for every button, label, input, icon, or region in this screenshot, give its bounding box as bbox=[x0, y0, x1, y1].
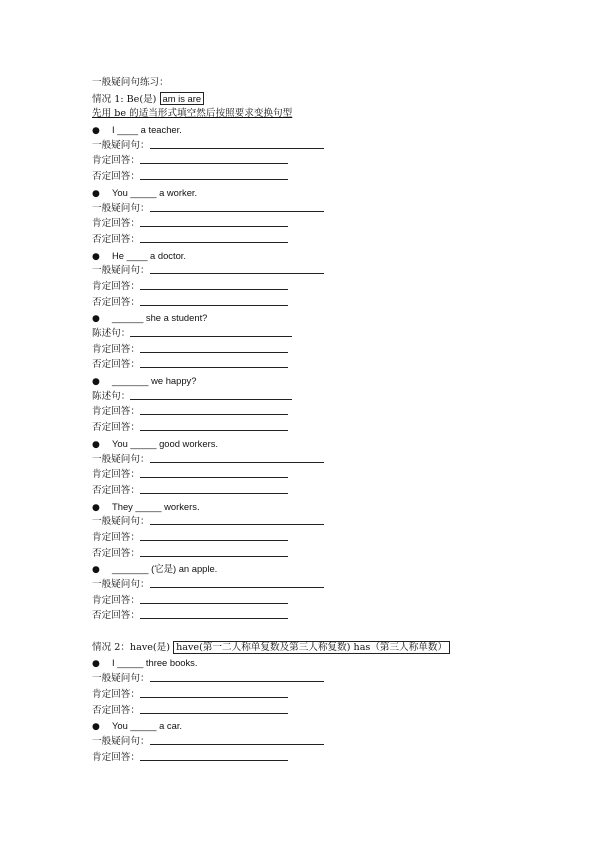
answer-row bbox=[92, 138, 552, 154]
answer-blank[interactable] bbox=[140, 704, 288, 714]
answer-blank[interactable] bbox=[140, 154, 288, 164]
answer-label: 否定回答： bbox=[92, 233, 140, 245]
answer-label: 否定回答： bbox=[92, 171, 140, 183]
exercise-sentence-text: I ____ a teacher. bbox=[112, 124, 182, 136]
answer-row bbox=[92, 483, 552, 499]
answer-row bbox=[92, 201, 552, 217]
answer-row bbox=[92, 342, 552, 358]
answer-blank[interactable] bbox=[140, 280, 288, 290]
answer-label: 否定回答： bbox=[92, 610, 140, 622]
exercise-sentence bbox=[92, 655, 552, 671]
answer-row bbox=[92, 687, 552, 703]
exercise-sentence bbox=[92, 373, 552, 389]
exercise-sentence bbox=[92, 185, 552, 201]
answer-row bbox=[92, 169, 552, 185]
answer-row bbox=[92, 750, 552, 766]
answer-blank[interactable] bbox=[150, 264, 324, 274]
answer-blank[interactable] bbox=[150, 735, 324, 745]
worksheet-content bbox=[92, 75, 552, 765]
answer-blank[interactable] bbox=[130, 327, 292, 337]
answer-label: 肯定回答： bbox=[92, 155, 140, 167]
answer-blank[interactable] bbox=[140, 421, 288, 431]
answer-blank[interactable] bbox=[140, 343, 288, 353]
answer-label: 一般疑问句： bbox=[92, 453, 150, 465]
answer-label: 肯定回答： bbox=[92, 469, 140, 481]
bullet-icon: ● bbox=[92, 722, 100, 733]
bullet-icon: ● bbox=[92, 565, 100, 576]
answer-row bbox=[92, 546, 552, 562]
answer-row bbox=[92, 420, 552, 436]
exercise-sentence-text: ______ she a student? bbox=[112, 312, 208, 324]
bullet-icon: ● bbox=[92, 314, 100, 325]
bullet-icon: ● bbox=[92, 377, 100, 388]
answer-blank[interactable] bbox=[140, 688, 288, 698]
answer-label: 肯定回答： bbox=[92, 218, 140, 230]
answer-row bbox=[92, 671, 552, 687]
section1-items bbox=[92, 122, 552, 624]
bullet-icon: ● bbox=[92, 126, 100, 137]
answer-blank[interactable] bbox=[140, 751, 288, 761]
answer-row bbox=[92, 326, 552, 342]
answer-blank[interactable] bbox=[150, 453, 324, 463]
answer-blank[interactable] bbox=[140, 358, 288, 368]
answer-blank[interactable] bbox=[140, 547, 288, 557]
answer-blank[interactable] bbox=[140, 484, 288, 494]
exercise-sentence-text: _______ we happy? bbox=[112, 375, 197, 387]
answer-label: 肯定回答： bbox=[92, 343, 140, 355]
exercise-sentence-text: You _____ good workers. bbox=[112, 437, 218, 449]
answer-blank[interactable] bbox=[150, 139, 324, 149]
answer-label: 肯定回答： bbox=[92, 531, 140, 543]
exercise-sentence-text: You _____ a car. bbox=[112, 720, 183, 732]
exercise-sentence-text: _______ (它是) an apple. bbox=[112, 563, 218, 575]
answer-row bbox=[92, 593, 552, 609]
answer-blank[interactable] bbox=[140, 594, 288, 604]
answer-label: 肯定回答： bbox=[92, 751, 140, 763]
exercise-sentence-text: I _____ three books. bbox=[112, 657, 198, 669]
bullet-icon: ● bbox=[92, 659, 100, 670]
answer-row bbox=[92, 295, 552, 311]
answer-blank[interactable] bbox=[140, 233, 288, 243]
answer-label: 否定回答： bbox=[92, 359, 140, 371]
answer-label: 陈述句： bbox=[92, 328, 131, 339]
answer-row bbox=[92, 263, 552, 279]
answer-blank[interactable] bbox=[140, 531, 288, 541]
answer-row bbox=[92, 216, 552, 232]
answer-label: 否定回答： bbox=[92, 422, 140, 434]
exercise-sentence bbox=[92, 718, 552, 734]
exercise-sentence-text: He ____ a doctor. bbox=[112, 249, 187, 261]
answer-label: 一般疑问句： bbox=[92, 516, 150, 528]
answer-row bbox=[92, 232, 552, 248]
bullet-icon: ● bbox=[92, 439, 100, 450]
answer-label: 否定回答： bbox=[92, 296, 140, 308]
answer-row bbox=[92, 279, 552, 295]
answer-blank[interactable] bbox=[150, 578, 324, 588]
answer-blank[interactable] bbox=[150, 202, 324, 212]
answer-label: 肯定回答： bbox=[92, 406, 140, 418]
answer-row bbox=[92, 530, 552, 546]
answer-row bbox=[92, 389, 552, 405]
answer-label: 肯定回答： bbox=[92, 688, 140, 700]
answer-row bbox=[92, 703, 552, 719]
answer-row bbox=[92, 452, 552, 468]
answer-label: 一般疑问句： bbox=[92, 735, 150, 747]
answer-label: 一般疑问句： bbox=[92, 265, 150, 277]
exercise-sentence bbox=[92, 499, 552, 515]
answer-label: 否定回答： bbox=[92, 547, 140, 559]
answer-label: 否定回答： bbox=[92, 704, 140, 716]
section2-heading-prefix: 情况 2：have(是) bbox=[92, 641, 171, 653]
exercise-sentence bbox=[92, 436, 552, 452]
exercise-sentence bbox=[92, 310, 552, 326]
answer-blank[interactable] bbox=[140, 468, 288, 478]
exercise-sentence-text: They _____ workers. bbox=[112, 500, 200, 512]
section1-instruction: 先用 be 的适当形式填空然后按照要求变换句型 bbox=[92, 108, 293, 120]
answer-row bbox=[92, 514, 552, 530]
section2-heading-boxed: have(第一二人称单复数及第三人称复数) has（第三人称单数） bbox=[173, 641, 450, 654]
exercise-sentence bbox=[92, 248, 552, 264]
answer-blank[interactable] bbox=[150, 515, 324, 525]
answer-row bbox=[92, 608, 552, 624]
answer-label: 一般疑问句： bbox=[92, 673, 150, 685]
answer-blank[interactable] bbox=[140, 609, 288, 619]
exercise-sentence bbox=[92, 561, 552, 577]
exercise-sentence bbox=[92, 122, 552, 138]
answer-label: 一般疑问句： bbox=[92, 579, 150, 590]
section2-items bbox=[92, 655, 552, 765]
worksheet-title: 一般疑问句练习： bbox=[92, 77, 169, 88]
answer-row bbox=[92, 734, 552, 750]
answer-blank[interactable] bbox=[150, 672, 324, 682]
answer-label: 一般疑问句： bbox=[92, 139, 150, 151]
bullet-icon: ● bbox=[92, 502, 100, 513]
bullet-icon: ● bbox=[92, 251, 100, 262]
section1-heading bbox=[92, 91, 552, 107]
exercise-sentence-text: You _____ a worker. bbox=[112, 186, 198, 198]
bullet-icon: ● bbox=[92, 188, 100, 199]
section-gap bbox=[92, 624, 552, 640]
section1-heading-boxed: am is are bbox=[160, 92, 205, 105]
answer-label: 肯定回答： bbox=[92, 280, 140, 292]
answer-blank[interactable] bbox=[140, 170, 288, 180]
section1-heading-prefix: 情况 1: Be(是) bbox=[92, 93, 157, 105]
answer-blank[interactable] bbox=[130, 390, 292, 400]
answer-label: 一般疑问句： bbox=[92, 202, 150, 214]
answer-blank[interactable] bbox=[140, 405, 288, 415]
answer-row bbox=[92, 404, 552, 420]
answer-row bbox=[92, 357, 552, 373]
answer-row bbox=[92, 467, 552, 483]
answer-label: 否定回答： bbox=[92, 484, 140, 496]
section2-heading bbox=[92, 640, 552, 656]
answer-row bbox=[92, 577, 552, 593]
answer-label: 肯定回答： bbox=[92, 594, 140, 606]
answer-blank[interactable] bbox=[140, 217, 288, 227]
answer-row bbox=[92, 153, 552, 169]
answer-blank[interactable] bbox=[140, 296, 288, 306]
answer-label: 陈述句： bbox=[92, 390, 131, 402]
